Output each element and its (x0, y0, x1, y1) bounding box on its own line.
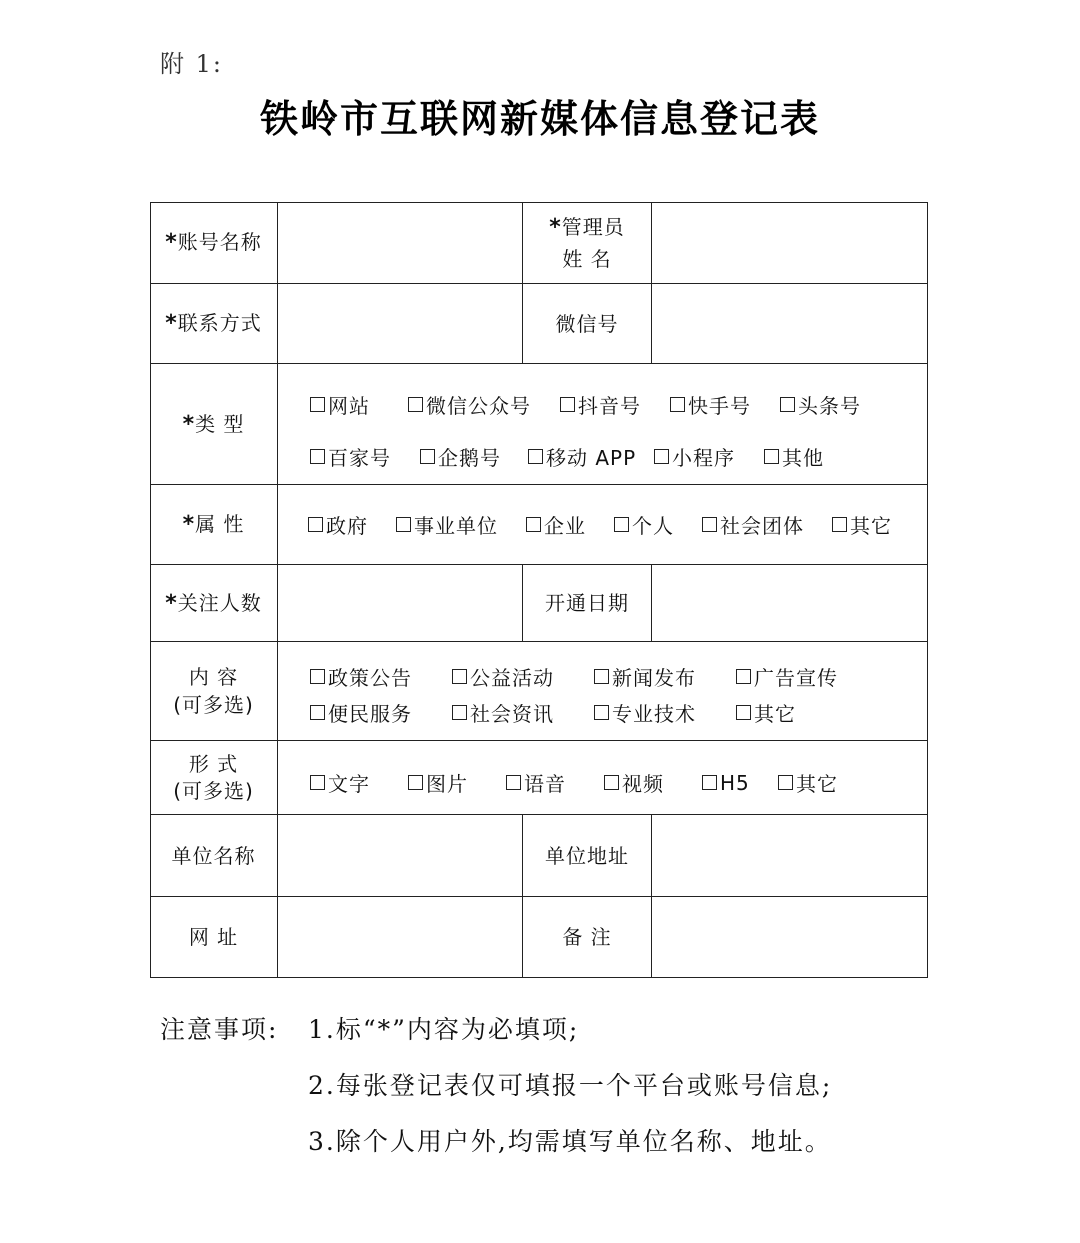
checkbox[interactable] (528, 449, 543, 464)
option-label: 小程序 (672, 446, 735, 470)
attribute-option[interactable] (526, 510, 614, 539)
content-option[interactable] (736, 698, 796, 727)
option-label: 广告宣传 (754, 666, 838, 690)
format-option[interactable] (604, 768, 702, 797)
checkbox[interactable] (778, 775, 793, 790)
url-field[interactable] (278, 897, 522, 977)
unit-address-field[interactable] (652, 815, 927, 896)
followers-field[interactable] (278, 565, 522, 641)
option-label: 新闻发布 (612, 666, 696, 690)
option-label: 政策公告 (328, 666, 412, 690)
type-options-row-1 (310, 390, 861, 419)
remarks-field[interactable] (652, 897, 927, 977)
option-label: 社会团体 (720, 514, 804, 538)
note-item: 3.除个人用户外,均需填写单位名称、地址。 (308, 1127, 832, 1156)
option-label: 其它 (850, 514, 892, 538)
required-mark: * (165, 230, 178, 255)
type-option[interactable] (310, 390, 408, 419)
attribute-option[interactable] (702, 510, 832, 539)
label-text: 备 注 (562, 925, 612, 949)
format-option[interactable] (408, 768, 506, 797)
format-option[interactable] (778, 768, 838, 797)
required-mark: * (182, 411, 196, 437)
table-border (150, 977, 928, 978)
format-option[interactable] (702, 771, 778, 795)
checkbox[interactable] (780, 397, 795, 412)
option-label: 便民服务 (328, 702, 412, 726)
checkbox[interactable] (736, 669, 751, 684)
option-label: 其它 (754, 702, 796, 726)
type-options-row-2 (310, 442, 824, 471)
format-option[interactable] (506, 768, 604, 797)
label-text: 开通日期 (545, 591, 629, 615)
label-text: 姓 名 (562, 247, 612, 271)
label-text: 单位名称 (171, 843, 256, 868)
attribute-option[interactable] (308, 510, 396, 539)
remarks-label (523, 897, 651, 977)
content-option[interactable] (310, 698, 452, 727)
option-label: 头条号 (798, 394, 861, 418)
label-text: 网 址 (188, 925, 239, 949)
label-text: 属 性 (195, 512, 245, 536)
note-item: 2.每张登记表仅可填报一个平台或账号信息; (308, 1071, 833, 1100)
label-text: 形 式 (188, 751, 239, 776)
attachment-label: 附 1: (160, 50, 223, 78)
wechat-label (523, 284, 651, 363)
option-label: 专业技术 (612, 702, 696, 726)
checkbox[interactable] (702, 517, 717, 532)
option-label: 图片 (426, 772, 468, 796)
checkbox[interactable] (594, 669, 609, 684)
type-option[interactable] (764, 442, 824, 471)
account-name-field[interactable] (278, 202, 522, 283)
note-item: 1.标“*”内容为必填项; (308, 1015, 580, 1044)
url-label (150, 897, 277, 977)
checkbox[interactable] (526, 517, 541, 532)
attribute-option[interactable] (832, 510, 892, 539)
label-text: 微信号 (555, 311, 619, 336)
option-label: 语音 (524, 772, 566, 796)
type-option[interactable] (408, 390, 560, 419)
contact-field[interactable] (278, 284, 522, 363)
attribute-option[interactable] (396, 510, 526, 539)
required-mark: * (182, 512, 196, 537)
checkbox[interactable] (764, 449, 779, 464)
type-option[interactable] (560, 390, 670, 419)
checkbox[interactable] (308, 517, 323, 532)
content-option[interactable] (452, 662, 594, 691)
checkbox[interactable] (396, 517, 411, 532)
option-label: 企业 (544, 514, 586, 538)
checkbox[interactable] (614, 517, 629, 532)
checkbox[interactable] (832, 517, 847, 532)
content-option[interactable] (594, 662, 736, 691)
type-option[interactable] (780, 390, 861, 419)
checkbox[interactable] (670, 397, 685, 412)
option-label: 其他 (782, 446, 824, 470)
registration-form-table (150, 202, 928, 978)
open-date-field[interactable] (652, 565, 927, 641)
type-option[interactable] (310, 442, 420, 471)
checkbox[interactable] (408, 775, 423, 790)
checkbox[interactable] (506, 775, 521, 790)
format-options (310, 768, 838, 797)
wechat-field[interactable] (652, 284, 927, 363)
notes-prefix: 注意事项: (160, 1015, 279, 1044)
label-text: 内 容 (188, 665, 239, 689)
attribute-options (308, 510, 892, 539)
checkbox[interactable] (310, 705, 325, 720)
checkbox[interactable] (310, 775, 325, 790)
unit-name-field[interactable] (278, 815, 522, 896)
checkbox[interactable] (560, 397, 575, 412)
account-name-label (150, 202, 277, 283)
unit-name-label (150, 815, 277, 896)
option-label: 社会资讯 (470, 702, 554, 726)
type-option[interactable] (654, 442, 764, 471)
form-title: 铁岭市互联网新媒体信息登记表 (259, 97, 820, 141)
label-text: 管理员 (561, 215, 625, 239)
required-mark: * (165, 311, 178, 336)
label-text: (可多选) (173, 778, 254, 803)
content-options-row-1 (310, 662, 838, 691)
content-option[interactable] (452, 698, 594, 727)
option-label: 其它 (796, 772, 838, 796)
type-option[interactable] (420, 442, 528, 471)
content-label (150, 642, 277, 740)
checkbox[interactable] (654, 449, 669, 464)
content-option[interactable] (310, 662, 452, 691)
admin-name-field[interactable] (652, 202, 927, 283)
content-option[interactable] (594, 698, 736, 727)
admin-name-label (523, 202, 651, 283)
option-label: 视频 (622, 772, 664, 796)
type-option[interactable] (670, 390, 780, 419)
type-option[interactable] (528, 442, 654, 471)
attribute-label (150, 485, 277, 564)
required-mark: * (165, 590, 178, 616)
content-option[interactable] (736, 662, 838, 691)
attribute-option[interactable] (614, 510, 702, 539)
checkbox[interactable] (702, 775, 717, 790)
unit-address-label (523, 815, 651, 896)
option-label: 政府 (326, 514, 368, 538)
label-text: 类 型 (195, 411, 245, 436)
checkbox[interactable] (452, 705, 467, 720)
content-options-row-2 (310, 698, 796, 727)
option-label: 百家号 (328, 446, 391, 470)
checkbox[interactable] (594, 705, 609, 720)
format-option[interactable] (310, 768, 408, 797)
checkbox[interactable] (604, 775, 619, 790)
type-label (150, 364, 277, 484)
option-label: 公益活动 (470, 666, 554, 690)
option-label: 快手号 (688, 394, 751, 418)
option-label: 网站 (328, 394, 370, 418)
checkbox[interactable] (452, 669, 467, 684)
checkbox[interactable] (736, 705, 751, 720)
label-text: 联系方式 (177, 311, 262, 335)
option-label: 企鹅号 (438, 446, 501, 470)
contact-label (150, 284, 277, 363)
label-text: 账号名称 (177, 230, 262, 254)
required-mark: * (549, 215, 562, 240)
checkbox[interactable] (310, 669, 325, 684)
label-text: (可多选) (173, 693, 254, 717)
checkbox[interactable] (420, 449, 435, 464)
option-label: 文字 (328, 772, 370, 796)
checkbox[interactable] (408, 397, 423, 412)
label-text: 单位地址 (545, 843, 629, 868)
option-label: 移动 APP (546, 446, 637, 470)
format-label (150, 741, 277, 814)
option-label: 事业单位 (414, 514, 498, 538)
open-date-label (523, 565, 651, 641)
option-label: H5 (720, 770, 750, 795)
checkbox[interactable] (310, 397, 325, 412)
followers-label (150, 565, 277, 641)
option-label: 微信公众号 (426, 394, 531, 418)
option-label: 抖音号 (578, 394, 641, 418)
table-border (927, 202, 928, 978)
label-text: 关注人数 (177, 590, 262, 615)
option-label: 个人 (632, 514, 674, 538)
checkbox[interactable] (310, 449, 325, 464)
